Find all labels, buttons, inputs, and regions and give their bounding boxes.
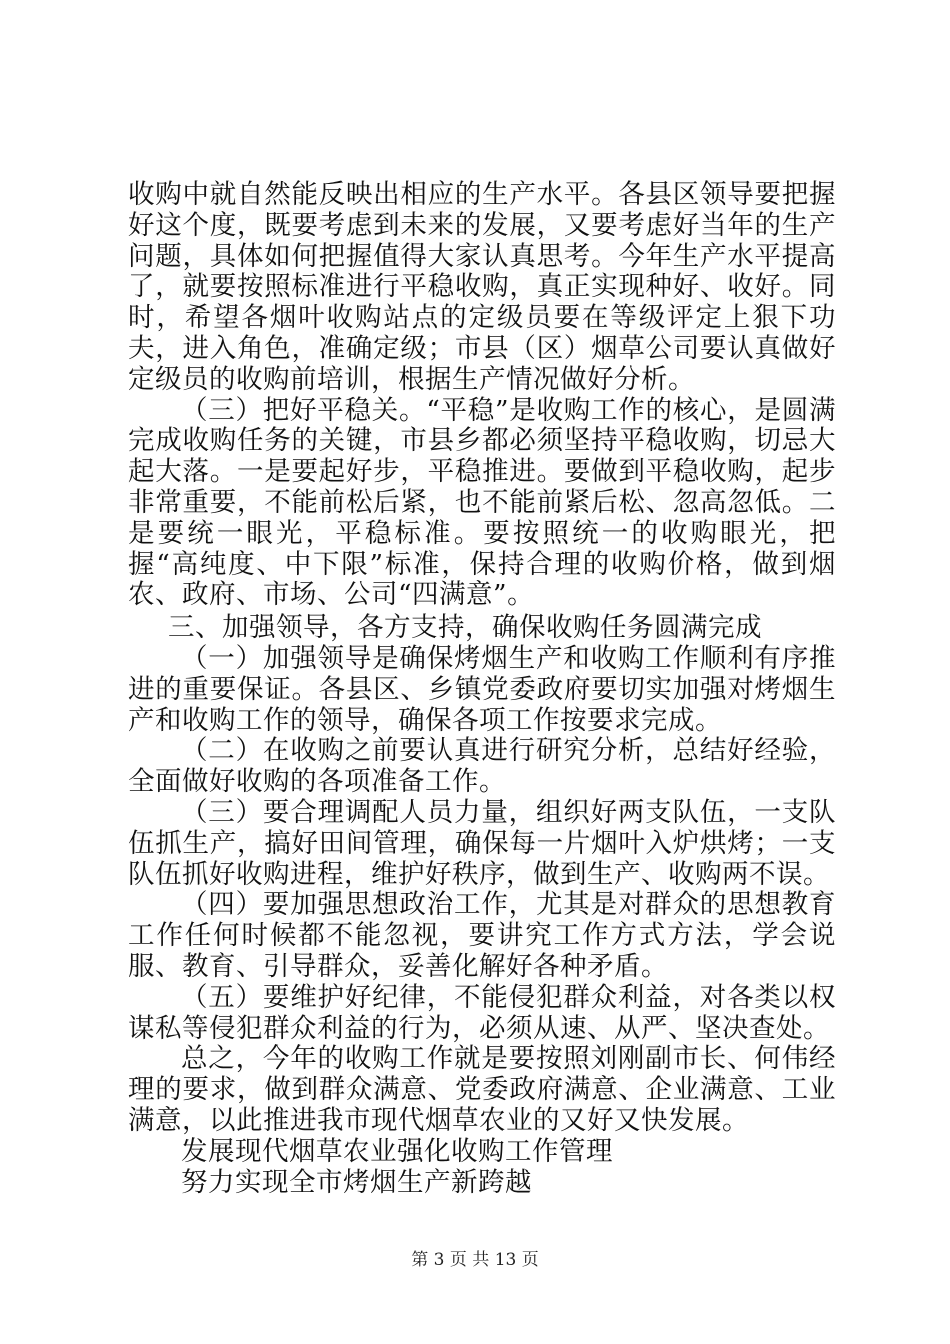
paragraph-procurement-level: 收购中就自然能反映出相应的生产水平。各县区领导要把握好这个度，既要考虑到未来的发展，又要考虑好当年的生产问题，具体如何把握值得大家认真思考。今年生产水平提高了，就要按照标准进行平稳收购，真正实现种好、收好。同时，希望各烟叶收购站点的定级员要在等级评定上狠下功夫，进入角色，准确定级；市县（区）烟草公司要认真做好定级员的收购前培训，根据生产情况做好分析。 — [128, 179, 836, 395]
title-line-modern-tobacco: 发展现代烟草农业强化收购工作管理 — [181, 1135, 613, 1167]
paragraph-staff-allocation: （三）要合理调配人员力量，组织好两支队伍，一支队伍抓生产，搞好田间管理，确保每一片烟叶入炉烘烤；一支队伍抓好收购进程，维护好秩序，做到生产、收购两不误。 — [128, 796, 836, 890]
section-heading-leadership: 三、加强领导，各方支持，确保收购任务圆满完成 — [168, 612, 762, 644]
paragraph-discipline: （五）要维护好纪律，不能侵犯群众利益，对各类以权谋私等侵犯群众利益的行为，必须从速、从严、坚决查处。 — [128, 981, 836, 1044]
page-number-footer: 第 3 页 共 13 页 — [411, 1250, 539, 1270]
title-line-new-leap: 努力实现全市烤烟生产新跨越 — [181, 1166, 532, 1198]
paragraph-political-work: （四）要加强思想政治工作，尤其是对群众的思想教育工作任何时候都不能忽视，要讲究工作方式方法，学会说服、教育、引导群众，妥善化解好各种矛盾。 — [128, 889, 836, 982]
paragraph-stability-checkpoint: （三）把好平稳关。“平稳”是收购工作的核心，是圆满完成收购任务的关键，市县乡都必须坚持平稳收购，切忌大起大落。一是要起好步，平稳推进。要做到平稳收购，起步非常重要，不能前松后紧，也不能前紧后松、忽高忽低。二是要统一眼光，平稳标准。要按照统一的收购眼光，把握“高纯度、中下限”标准，保持合理的收购价格，做到烟农、政府、市场、公司“四满意”。 — [128, 394, 836, 611]
paragraph-research-analysis: （二）在收购之前要认真进行研究分析，总结好经验，全面做好收购的各项准备工作。 — [128, 735, 836, 798]
paragraph-conclusion: 总之，今年的收购工作就是要按照刘刚副市长、何伟经理的要求，做到群众满意、党委政府满意、企业满意、工业满意，以此推进我市现代烟草农业的又好又快发展。 — [128, 1043, 836, 1136]
document-body — [128, 180, 836, 1198]
paragraph-leadership-guarantee: （一）加强领导是确保烤烟生产和收购工作顺利有序推进的重要保证。各县区、乡镇党委政府要切实加强对烤烟生产和收购工作的领导，确保各项工作按要求完成。 — [128, 642, 836, 736]
